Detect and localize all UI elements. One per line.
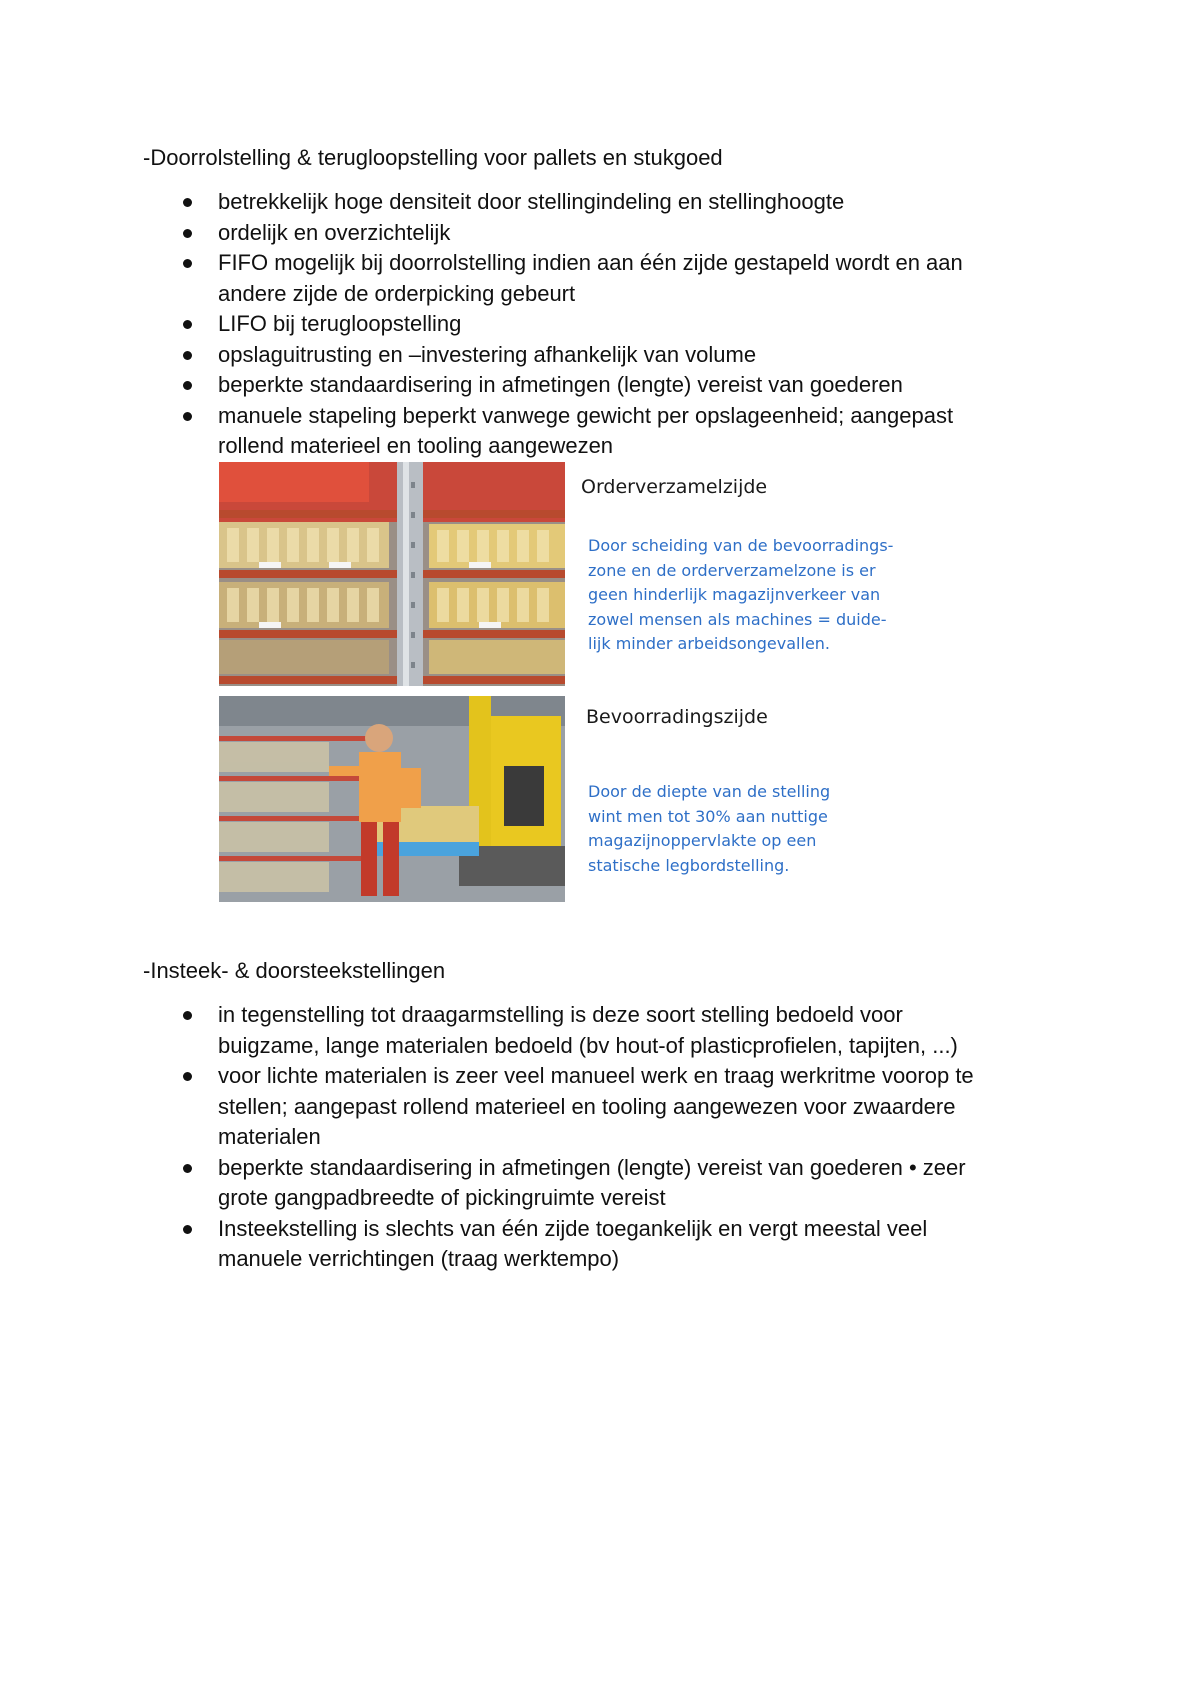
caption-line: statische legbordstelling.: [588, 855, 790, 875]
storage-rack-figure: [219, 462, 939, 902]
list-item-text: grote gangpadbreedte of pickingruimte vereist: [218, 1185, 666, 1210]
caption-line: magazijnoppervlakte op een: [588, 831, 817, 850]
list-item-text: opslaguitrusting en –investering afhankelijk van volume: [218, 341, 757, 367]
list-item: [143, 1153, 1063, 1214]
bullet-icon: [183, 351, 192, 360]
list-item-text: ordelijk en overzichtelijk: [218, 219, 451, 245]
bullet-icon: [183, 198, 192, 207]
list-item-text: betrekkelijk hoge densiteit door stellingindeling en stellinghoogte: [218, 189, 845, 214]
list-item: [143, 1214, 1063, 1275]
section2-heading: -Insteek- & doorsteekstellingen: [143, 958, 446, 983]
list-item-text: FIFO mogelijk bij doorrolstelling indien aan één zijde gestapeld wordt en aan: [218, 250, 963, 275]
section1-bullet-list: [143, 187, 1063, 462]
section2-bullet-list: [143, 1000, 1063, 1275]
list-item-text: buigzame, lange materialen bedoeld (bv hout-of plasticprofielen, tapijten, ...): [218, 1032, 958, 1058]
bullet-icon: [183, 1072, 192, 1081]
list-item: [143, 187, 1063, 218]
list-item-text: in tegenstelling tot draagarmstelling is deze soort stelling bedoeld voor: [218, 1002, 903, 1027]
bottom-caption-text: [588, 780, 908, 878]
bullet-icon: [183, 381, 192, 390]
list-item-text: Insteekstelling is slechts van één zijde toegankelijk en vergt meestal veel: [218, 1215, 928, 1241]
list-item-text: rollend materieel en tooling aangewezen: [218, 433, 614, 458]
section1-heading: -Doorrolstelling & terugloopstelling voor pallets en stukgoed: [143, 145, 723, 170]
list-item: [143, 1000, 1063, 1061]
bullet-icon: [183, 229, 192, 238]
list-item-text: manuele stapeling beperkt vanwege gewicht per opslageenheid; aangepast: [218, 402, 954, 428]
list-item: [143, 218, 1063, 249]
list-item: [143, 309, 1063, 340]
caption-line: wint men tot 30% aan nuttige: [588, 806, 828, 826]
bullet-icon: [183, 1011, 192, 1020]
list-item-text: LIFO bij terugloopstelling: [218, 311, 462, 336]
list-item-text: beperkte standaardisering in afmetingen (lengte) vereist van goederen: [218, 372, 903, 397]
list-item: [143, 1061, 1063, 1153]
list-item-text: stellen; aangepast rollend materieel en tooling aangewezen voor zwaardere: [218, 1093, 956, 1119]
caption-line: Door de diepte van de stelling: [588, 782, 831, 801]
caption-line: lijk minder arbeidsongevallen.: [588, 634, 831, 653]
bullet-icon: [183, 259, 192, 268]
bullet-icon: [183, 1164, 192, 1173]
list-item: [143, 401, 1063, 462]
caption-line: zowel mensen als machines = duide-: [588, 609, 887, 629]
replenishment-side-photo: [219, 696, 565, 902]
top-caption-title: Orderverzamelzijde: [581, 476, 768, 498]
bullet-icon: [183, 320, 192, 329]
order-picking-side-photo: [219, 462, 565, 686]
list-item-text: manuele verrichtingen (traag werktempo): [218, 1246, 620, 1271]
list-item: [143, 340, 1063, 371]
list-item: [143, 248, 1063, 309]
bullet-icon: [183, 1225, 192, 1234]
bottom-caption-title: Bevoorradingszijde: [586, 706, 768, 728]
list-item-text: andere zijde de orderpicking gebeurt: [218, 280, 576, 306]
list-item-text: beperkte standaardisering in afmetingen (lengte) vereist van goederen • zeer: [218, 1154, 966, 1180]
bullet-icon: [183, 412, 192, 421]
top-caption-text: [588, 534, 908, 657]
caption-line: Door scheiding van de bevoorradings-: [588, 536, 894, 555]
caption-line: zone en de orderverzamelzone is er: [588, 560, 876, 580]
list-item-text: voor lichte materialen is zeer veel manueel werk en traag werkritme voorop te: [218, 1063, 974, 1088]
list-item: [143, 370, 1063, 401]
list-item-text: materialen: [218, 1124, 321, 1149]
caption-line: geen hinderlijk magazijnverkeer van: [588, 585, 881, 604]
